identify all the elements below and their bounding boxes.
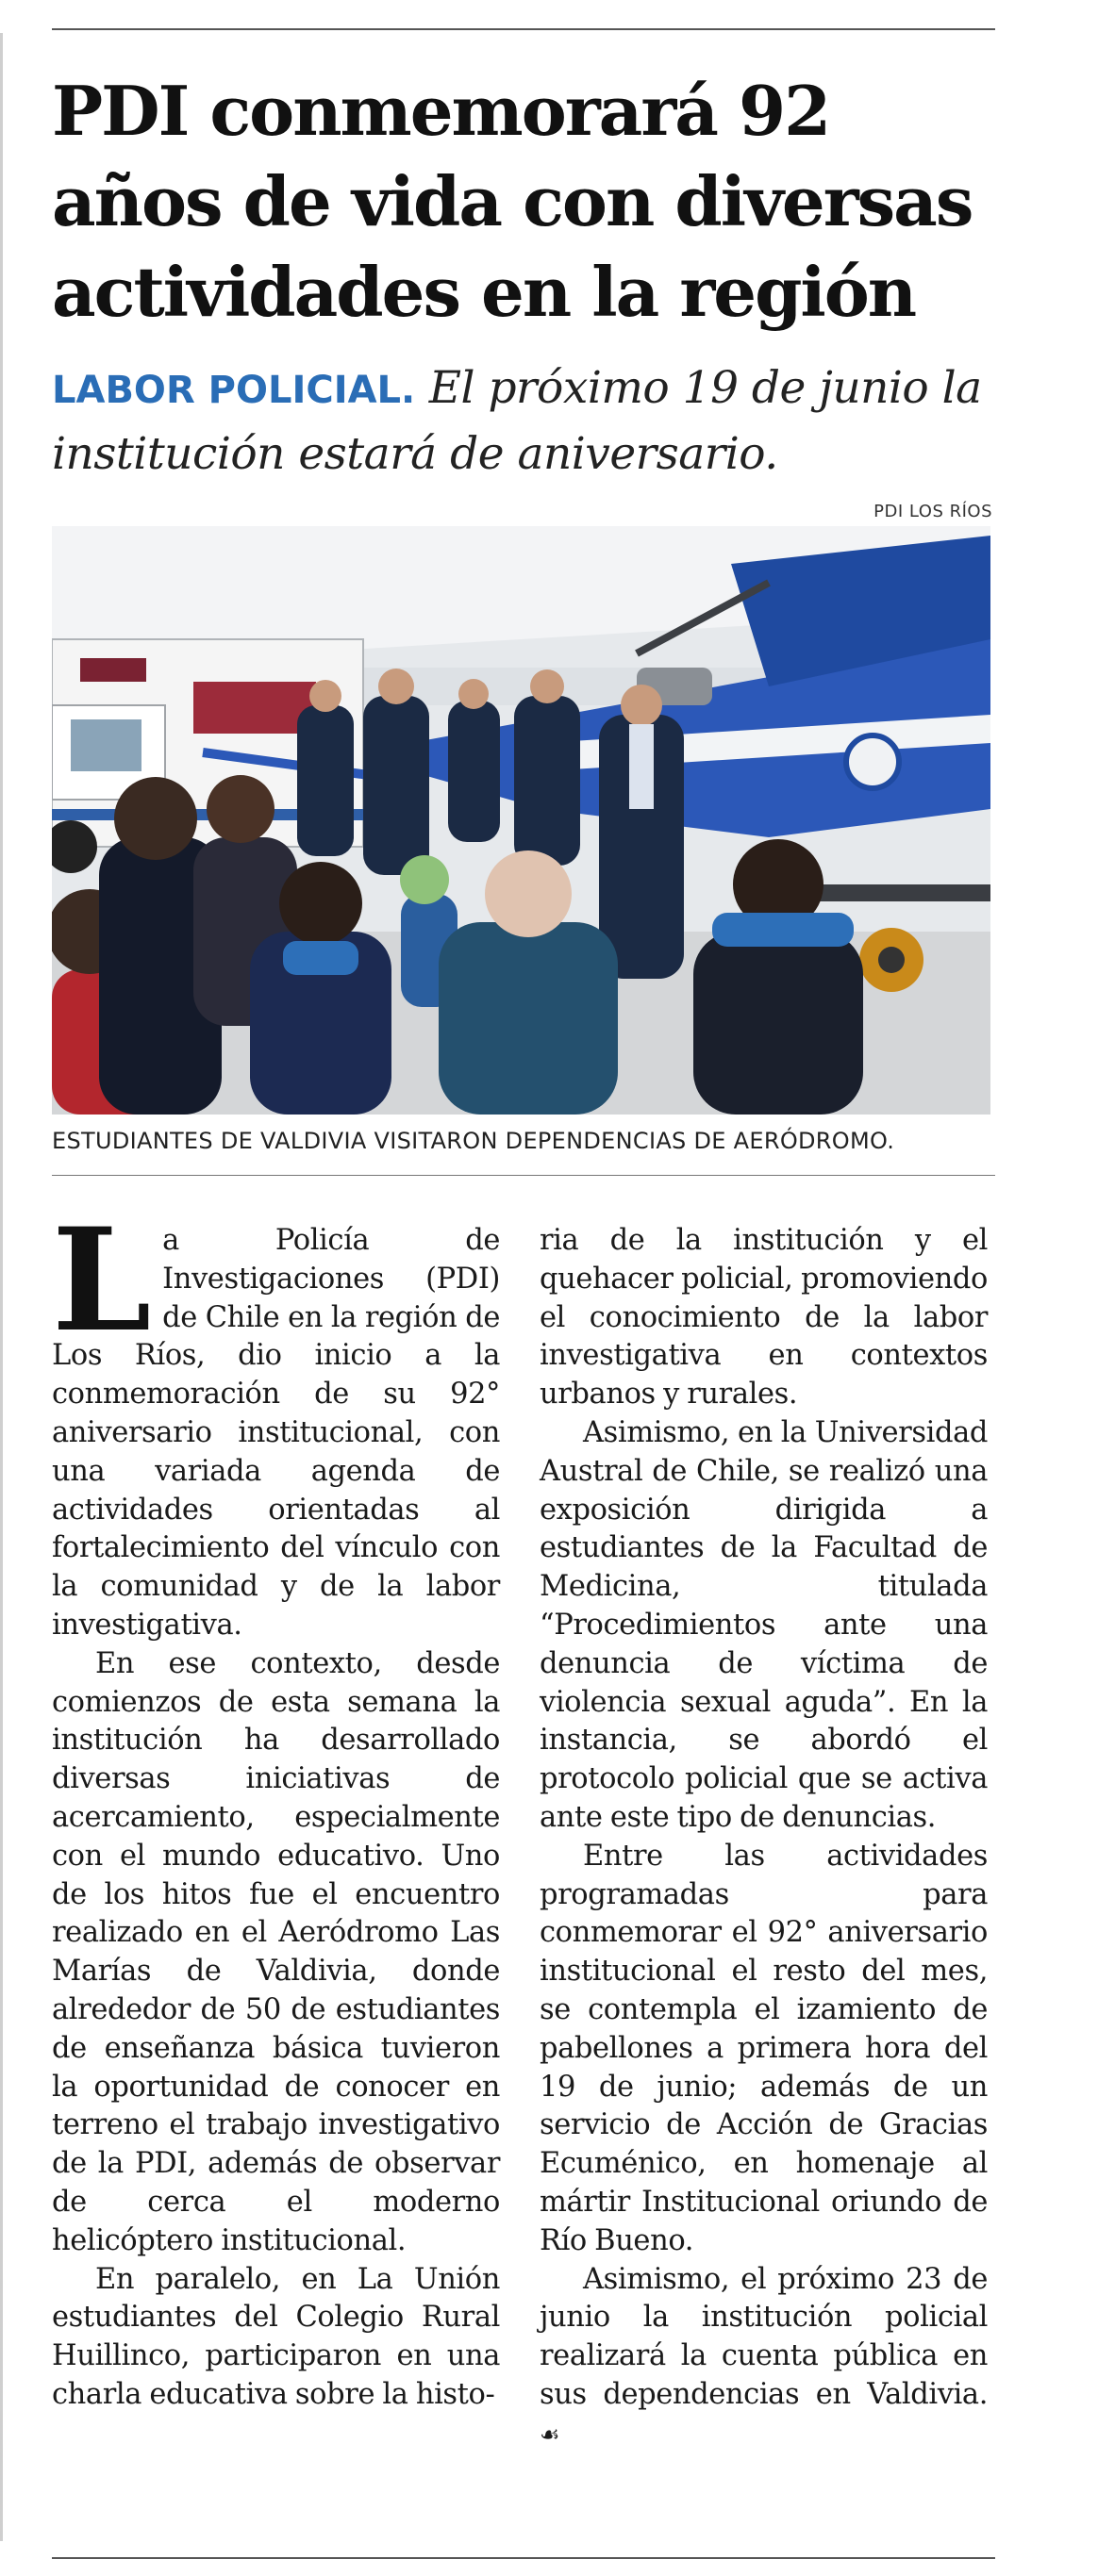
article-column-left xyxy=(52,1197,500,2415)
paragraph-1-text: a Policía de Investigaciones (PDI) de Chile en la región de Los Ríos, dio inicio a la conmemoración de su 92° aniversario institucional, con una variada agenda de actividades orientadas al fortalecimiento del vínculo con la comunidad y de la labor investigativa. xyxy=(52,1224,500,1642)
paragraph-3-continued: ria de la institución y el quehacer policial, promoviendo el conocimiento de la labor investigativa en contextos urbanos y rurales. xyxy=(540,1224,988,1412)
headline: PDI conmemorará 92 años de vida con diversas actividades en la región xyxy=(52,71,973,332)
page-edge xyxy=(0,33,3,2541)
photo-credit: PDI LOS RÍOS xyxy=(873,502,992,521)
paragraph-3: En paralelo, en La Unión estudiantes del Colegio Rural Huillinco, participaron en una charla educativa sobre la histo- xyxy=(52,2262,500,2411)
paragraph-6-text: Asimismo, el próximo 23 de junio la institución policial realizará la cuenta pública en sus dependencias en Valdivia. xyxy=(540,2262,988,2411)
caption-rule xyxy=(52,1175,995,1176)
kicker: LABOR POLICIAL. xyxy=(52,369,416,412)
paragraph-4: Asimismo, en la Universidad Austral de Chile, se realizó una exposición dirigida a estudiantes de la Facultad de Medicina, titulada “Procedimientos ante una denuncia de víctima de violencia sexual aguda”. En la instancia, se abordó el protocolo policial que se activa ante este tipo de denuncias. xyxy=(540,1415,988,1834)
paragraph-2: En ese contexto, desde comienzos de esta semana la institución ha desarrollado diversas iniciativas de acercamiento, especialmente con el mundo educativo. Uno de los hitos fue el encuentro realizado en el Aeródromo Las Marías de Valdivia, donde alrededor de 50 de estudiantes de enseñanza básica tuvieron la oportunidad de conocer en terreno el trabajo investigativo de la PDI, además de observar de cerca el moderno helicóptero institucional. xyxy=(52,1646,500,2257)
dropcap: L xyxy=(52,1197,152,1363)
subhead-text: El próximo 19 de junio la institución estará de aniversario. xyxy=(52,362,982,480)
article-column-right xyxy=(540,1222,988,2454)
paragraph-6 xyxy=(540,2261,988,2454)
paragraph-1 xyxy=(52,1197,500,1645)
bottom-rule xyxy=(52,2557,995,2559)
photo-caption: ESTUDIANTES DE VALDIVIA VISITARON DEPENDENCIAS DE AERÓDROMO. xyxy=(52,1128,895,1154)
subhead xyxy=(52,356,1023,487)
article-photo xyxy=(52,526,990,1115)
end-mark-icon: ☙ xyxy=(540,2420,560,2448)
top-rule xyxy=(52,28,995,30)
paragraph-5: Entre las actividades programadas para conmemorar el 92° aniversario institucional el resto del mes, se contempla el izamiento de pabellones a primera hora del 19 de junio; además de un servicio de Acción de Gracias Ecuménico, en homenaje al mártir Institucional oriundo de Río Bueno. xyxy=(540,1839,988,2257)
